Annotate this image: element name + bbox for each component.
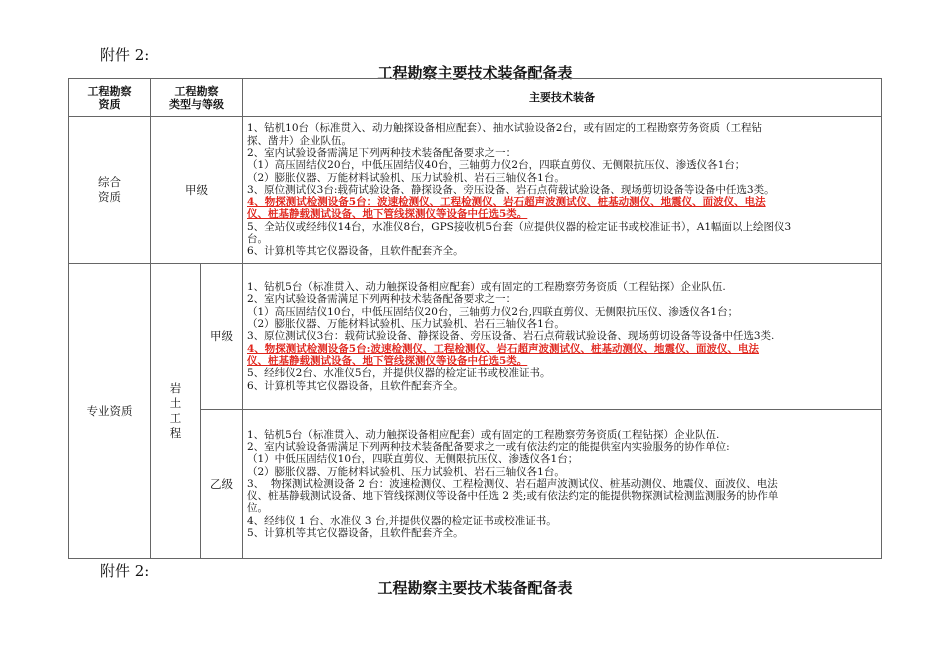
equipment-line: 5、计算机等其它仪器设备，且软件配套齐全。 (247, 527, 464, 540)
equipment-list (243, 117, 882, 264)
equipment-line-highlighted: 仪、桩基静载测试设备、地下管线探测仪等设备中任选5类。 (247, 208, 528, 221)
header-type-grade (151, 79, 243, 117)
equipment-line: 3、原位测试仪3台:载荷试验设备、静探设备、旁压设备、岩石点荷载试验设备、现场剪切设备等设备中任选3类。 (247, 183, 775, 196)
qualification-text: 综合 (98, 175, 121, 189)
equipment-line: 1、钻机5台（标准贯入、动力触探设备相应配套）或有固定的工程勘察劳务资质(工程钻探）企业队伍. (247, 428, 720, 441)
equipment-line: 台。 (247, 233, 268, 246)
equipment-line: 2、室内试验设备需满足下列两种技术装备配备要求之一： (247, 146, 517, 159)
qualification-comprehensive (69, 117, 151, 264)
equipment-line: （2）膨胀仪器、万能材料试验机、压力试验机、岩石三轴仪各1台。 (247, 465, 565, 478)
equipment-line: 2、室内试验设备需满足下列两种技术装备配备要求之一： (247, 293, 517, 306)
attachment-label: 附件 2: (100, 46, 150, 64)
header-qualification (69, 79, 151, 117)
header-qualification-line: 资质 (98, 97, 121, 111)
equipment-line: （2）膨胀仪器、万能材料试验机、压力试验机、岩石三轴仪各1台。 (247, 171, 565, 184)
equipment-line: 6、计算机等其它仪器设备，且软件配套齐全。 (247, 379, 464, 392)
document-title: 工程勘察主要技术装备配备表 (377, 579, 573, 597)
attachment-label: 附件 2: (100, 562, 150, 580)
equipment-line-highlighted: 4、物探测试检测设备5台:波速检测仪、工程检测仪、岩石超声波测试仪、桩基动测仪、地震仪、面波仪、电法 (247, 342, 759, 355)
equipment-line: 位。 (247, 502, 268, 515)
equipment-line: 1、钻机10台（标准贯入、动力触探设备相应配套）、抽水试验设备2台，或有固定的工程勘察劳务资质（工程钻 (247, 122, 762, 135)
equipment-line: 1、钻机5台（标准贯入、动力触探设备相应配套）或有固定的工程勘察劳务资质（工程钻探）企业队伍. (247, 281, 726, 294)
header-qualification-line: 工程勘察 (87, 84, 132, 98)
equipment-line: 6、计算机等其它仪器设备，且软件配套齐全。 (247, 245, 464, 258)
equipment-line: 3、原位测试仪3台：载荷试验设备、静探设备、旁压设备、岩石点荷载试验设备、现场剪切设备等设备中任选3类. (247, 330, 775, 343)
grade-cell: 乙级 (201, 410, 243, 559)
equipment-line-highlighted: 4、物探测试检测设备5台：波速检测仪、工程检测仪、岩石超声波测试仪、桩基动测仪、地震仪、面波仪、电法 (247, 196, 766, 209)
equipment-line: 仪、桩基静载测试设备、地下管线探测仪等设备中任选 2 类;或有依法约定的能提供物探测试检测监测服务的协作单 (247, 490, 779, 503)
equipment-line: 探、凿井）企业队伍。 (247, 134, 352, 147)
equipment-line: （2）膨胀仪器、万能材料试验机、压力试验机、岩石三轴仪各1台。 (247, 318, 565, 331)
table-row (69, 117, 882, 264)
equipment-line: 5、全站仪或经纬仪14台，水准仪8台，GPS接收机5台套（应提供仪器的检定证书或校准证书），A1幅面以上绘图仪3 (247, 220, 792, 233)
equipment-list (243, 410, 882, 559)
type-text: 工程 (169, 411, 182, 440)
equipment-line: 4、经纬仪 1 台、水准仪 3 台,并提供仪器的检定证书或校准证书。 (247, 514, 557, 527)
equipment-list (243, 264, 882, 410)
table-header-row (69, 79, 882, 117)
table-row (69, 264, 882, 410)
type-geotechnical (151, 264, 201, 559)
header-type-grade-line: 工程勘察 (174, 84, 219, 98)
equipment-line: 2、室内试验设备需满足下列两种技术装备配备要求之一或有依法约定的能提供室内实验服务的协作单位: (247, 440, 730, 453)
grade-cell: 甲级 (201, 264, 243, 410)
equipment-line: 3、 物探测试检测设备 2 台：波速检测仪、工程检测仪、岩石超声波测试仪、桩基动测仪、地震仪、面波仪、电法 (247, 477, 778, 490)
equipment-line: （1）中低压固结仪10台，四联直剪仪、无侧限抗压仪、渗透仪各1台； (247, 453, 579, 466)
header-type-grade-line: 类型与等级 (169, 97, 224, 111)
header-equipment: 主要技术装备 (243, 79, 882, 117)
equipment-table (68, 78, 882, 559)
qualification-text: 资质 (98, 190, 121, 204)
equipment-line: 5、经纬仪2台、水准仪5台，并提供仪器的检定证书或校准证书。 (247, 367, 551, 380)
document-title: 工程勘察主要技术装备配备表 (377, 64, 573, 82)
equipment-line: （1）高压固结仪20台，中低压固结仪40台，三轴剪力仪2台，四联直剪仪、无侧限抗压仪、渗透仪各1台； (247, 159, 746, 172)
equipment-line: （1）高压固结仪10台，中低压固结仪20台，三轴剪力仪2台,四联直剪仪、无侧限抗压仪、渗透仪各1台； (247, 305, 739, 318)
equipment-line-highlighted: 仪、桩基静载测试设备、地下管线探测仪等设备中任选5类。 (247, 354, 528, 367)
qualification-specialized: 专业资质 (69, 264, 151, 559)
grade-cell: 甲级 (151, 117, 243, 264)
type-text: 岩土 (169, 381, 182, 410)
